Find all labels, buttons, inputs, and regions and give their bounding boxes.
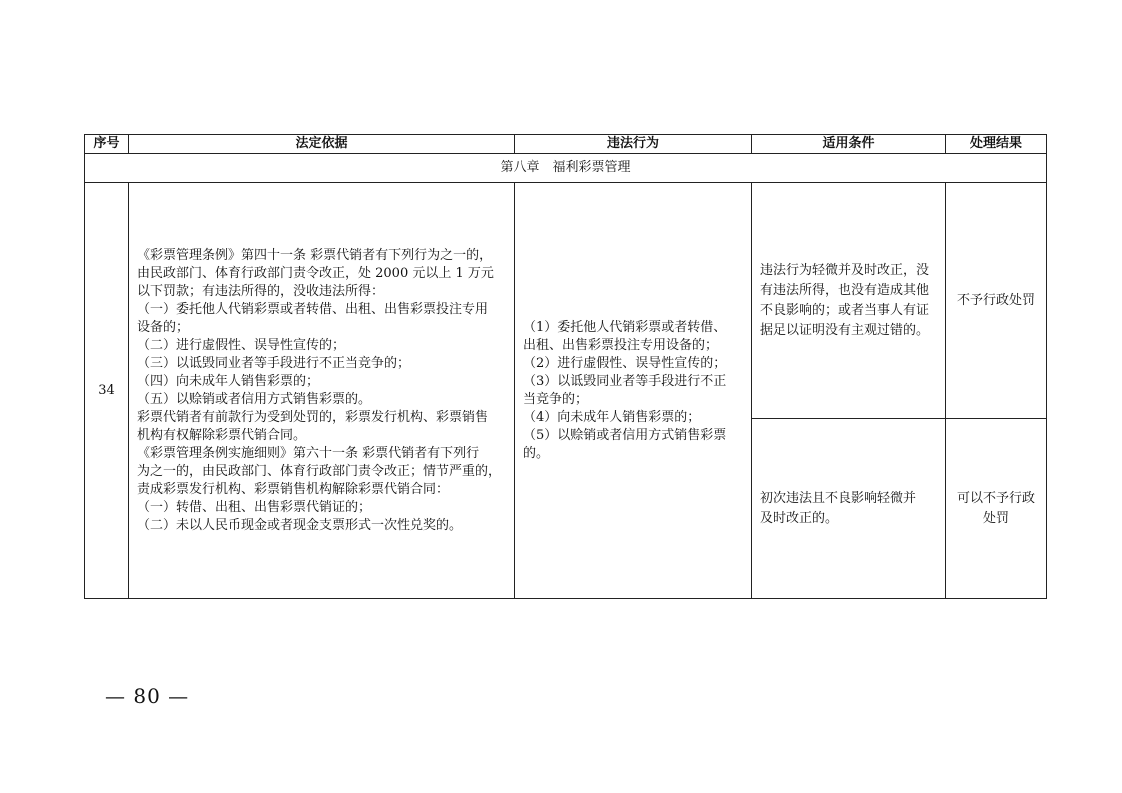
basis-line: 《彩票管理条例实施细则》第六十一条 彩票代销者有下列行 — [137, 445, 480, 461]
legal-basis-cell — [129, 183, 515, 599]
seq-number: 34 — [85, 183, 129, 599]
violation-cell — [515, 183, 752, 599]
basis-line: 为之一的，由民政部门、体育行政部门责令改正；情节严重的， — [137, 463, 502, 479]
result-line: 不予行政处罚 — [956, 292, 1035, 308]
basis-line: （一）委托他人代销彩票或者转借、出租、出售彩票投注专用 — [137, 301, 489, 317]
basis-line: （五）以赊销或者信用方式销售彩票的。 — [137, 391, 372, 407]
violation-line: （3）以诋毁同业者等手段进行不正 — [523, 373, 727, 389]
condition-line: 有违法所得，也没有造成其他 — [760, 282, 930, 298]
header-row — [85, 135, 1047, 154]
condition-line: 违法行为轻微并及时改正，没 — [760, 262, 930, 278]
violation-line: 的。 — [523, 445, 550, 461]
violation-line: （2）进行虚假性、误导性宣传的； — [523, 355, 727, 371]
violation-line: （1）委托他人代销彩票或者转借、 — [523, 319, 727, 335]
violation-line: 当竞争的； — [523, 391, 589, 407]
basis-line: （三）以诋毁同业者等手段进行不正当竞争的； — [137, 355, 411, 371]
page-number: — 80 — — [105, 684, 190, 708]
basis-line: 彩票代销者有前款行为受到处罚的，彩票发行机构、彩票销售 — [137, 409, 489, 425]
table-row — [85, 183, 1047, 419]
header-violation: 违法行为 — [515, 135, 752, 154]
condition-line: 及时改正的。 — [760, 510, 839, 526]
basis-line: 机构有权解除彩票代销合同。 — [137, 427, 307, 443]
result-cell-2 — [946, 419, 1047, 599]
header-seq: 序号 — [85, 135, 129, 154]
condition-cell-1 — [752, 183, 946, 419]
chapter-title: 第八章 福利彩票管理 — [85, 154, 1047, 183]
header-condition: 适用条件 — [752, 135, 946, 154]
result-line: 可以不予行政 — [956, 490, 1035, 506]
condition-cell-2 — [752, 419, 946, 599]
violation-line: （4）向未成年人销售彩票的； — [523, 409, 701, 425]
basis-line: （一）转借、出租、出售彩票代销证的； — [137, 499, 372, 515]
basis-line: 设备的； — [137, 319, 190, 335]
chapter-row — [85, 154, 1047, 183]
violation-line: （5）以赊销或者信用方式销售彩票 — [523, 427, 727, 443]
basis-line: 责成彩票发行机构、彩票销售机构解除彩票代销合同： — [137, 481, 450, 497]
basis-line: 《彩票管理条例》第四十一条 彩票代销者有下列行为之一的， — [137, 247, 493, 263]
basis-line: 以下罚款；有违法所得的，没收违法所得： — [137, 283, 385, 299]
basis-line: （二）进行虚假性、误导性宣传的； — [137, 337, 346, 353]
condition-line: 据足以证明没有主观过错的。 — [760, 322, 930, 338]
header-result: 处理结果 — [946, 135, 1047, 154]
result-line: 处罚 — [982, 510, 1009, 526]
condition-line: 初次违法且不良影响轻微并 — [760, 490, 917, 506]
basis-line: （四）向未成年人销售彩票的； — [137, 373, 320, 389]
basis-line: （二）未以人民币现金或者现金支票形式一次性兑奖的。 — [137, 517, 463, 533]
penalty-table — [84, 134, 1047, 599]
condition-line: 不良影响的；或者当事人有证 — [760, 302, 930, 318]
header-basis: 法定依据 — [129, 135, 515, 154]
result-cell-1 — [946, 183, 1047, 419]
violation-line: 出租、出售彩票投注专用设备的； — [523, 337, 719, 353]
basis-line: 由民政部门、体育行政部门责令改正，处 2000 元以上 1 万元 — [137, 265, 494, 281]
